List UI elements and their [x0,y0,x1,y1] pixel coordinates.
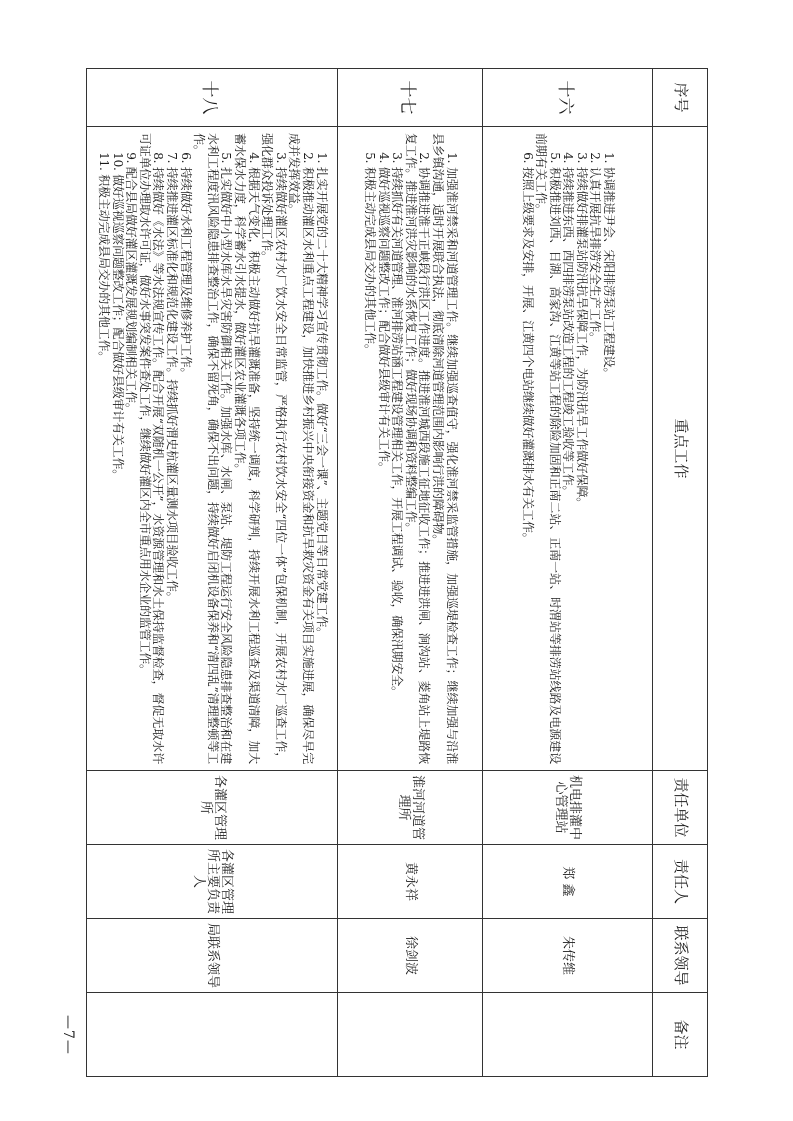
table-row [483,69,653,1077]
row-seq: 十六 [483,69,653,127]
page-number: —7— [60,1015,76,1055]
work-item: 5. 扎实做好中小型水库水旱灾害防御相关工作。加强水库、水闸、泵站、堤防工程运行安全风险隐患排查整治和在建水利工程度汛风险隐患排查整治工作，确保不留死角，确保不出问题，持续做好启闭机设备保养和“清四乱”清理整顿等工作。 [192,133,234,764]
row-unit: 淮河河道管理所 [338,771,483,845]
work-item: 5. 积极推进刘西、日湖、高家沟、江黄等站工程的除险加固和正南二站、正南一站、时渭站等排涝站线路及电源建设前期有关工作。 [534,133,562,764]
row-work [87,127,338,771]
row-leader: 局联系领导 [87,919,338,993]
work-item: 3. 持续做好排灌泵站防汛抗旱保障工作，为防汛抗旱工作做好保障。 [574,152,589,510]
table-row [338,69,483,1077]
work-item: 8. 持续做好《水法》等水法规宣传工作。配合开展“双随机一公开”，水资源管理和水土保持监督检查，督促无取水许可证单位办理取水许可证，做好水事突发案件查处工作，继续做好灌区内全市重点用水企业的监管工作。 [137,133,166,764]
table-row [87,69,338,1077]
header-note: 备注 [653,993,708,1077]
row-person: 黄永祥 [338,845,483,919]
key-work-table [86,68,708,1077]
row-unit: 机电排灌中心管理站 [483,771,653,845]
row-person: 各灌区管理所主要负责人 [87,845,338,919]
header-seq: 序号 [653,69,708,127]
row-leader: 朱传维 [483,919,653,993]
work-item: 3. 持续做好灌区农村水厂饮水安全日常监管，严格执行农村饮水安全“四位一体”包保机制，开展农村水厂巡查工作，强化群众投诉处理工作。 [260,133,288,764]
work-item: 4. 持续推进东西、西四排涝泵站改造工程的工程竣工验收等工作。 [561,152,576,498]
header-work: 重点工作 [653,127,708,771]
work-item: 5. 积极主动完成县局交办的其他工作。 [363,152,378,356]
row-unit: 各灌区管理所 [87,771,338,845]
work-item: 2. 协调推进淮干正峡段行洪区工作进度。推进淮河城西段施工征地征收工作；推进进洪闸、涧沟站、菱角站上堤路恢复工作。推进淮河洪灾影响的水系恢复工作；做好现场协调和资料整编工作。 [403,133,432,764]
work-item: 4. 做好巡视巡察问题整改工作；配合做好县级审计有关工作。 [376,152,391,474]
work-item: 6. 持续做好水利工程管理及维修养护工作。 [178,152,193,380]
work-item: 2. 认真开展抗旱排涝安全生产工作。 [588,152,603,344]
work-item: 4. 根据天气变化，积极主动做好抗旱灌溉准备，坚持统一调度，科学研判，持续开展水利工程巡查及渠道清障，加大蓄水保水力度，科学蓄水引水提水，做好灌区农业灌溉各项工作。 [232,133,261,764]
work-item: 7. 持续推进灌区标准化和规范化建设工作。持续抓好渭史杭灌区量测水项目验收工作。 [165,152,180,604]
work-item: 1. 扎实开展党的二十大精神学习宣传贯彻工作。做好“三会一课”、主题党日等日常党建工作。 [314,152,329,639]
work-item: 3. 持续抓好有关河道管理、淮河排涝站涵工程建设管理相关工作，开展工程调试、验收，确保汛期安全。 [390,152,405,698]
work-item: 10. 做好巡视巡察问题整改工作；配合做好县级审计有关工作。 [110,152,125,482]
table-header-row [653,69,708,1077]
work-item: 11. 积极主动完成县局交办的其他工作。 [97,152,112,364]
row-note [483,993,653,1077]
work-item: 1. 协调推进尹会、宋阳排涝泵站工程建设。 [602,152,617,380]
header-unit: 责任单位 [653,771,708,845]
work-item: 2. 积极推动灌区水利重点工程建设，加快推进乡村振兴中央衔接资金和抗旱救灾资金有关项目实施进展，确保尽早完成并发挥效益。 [287,133,315,764]
row-work [483,127,653,771]
row-note [87,993,338,1077]
row-person: 郑 鑫 [483,845,653,919]
work-item: 1. 加强淮河禁采和河道管理工作。继续加强巡查值守，强化淮河禁采监管措施，加强巡堤检查工作；继续加强与沿淮县乡镇沟通，适时开展联合执法，彻底清除河道管理范围内影响行洪的障碍物。 [430,133,459,764]
row-leader: 徐剑波 [338,919,483,993]
header-person: 责任人 [653,845,708,919]
row-seq: 十七 [338,69,483,127]
row-note [338,993,483,1077]
work-item: 6. 按照上级要求及安排，开展、江黄四个电站继续做好灌溉排水有关工作。 [520,152,535,545]
header-leader: 联系领导 [653,919,708,993]
row-work [338,127,483,771]
work-item: 9. 配合县局做好灌区灌溉发展规划编制相关工作。 [124,152,139,415]
row-seq: 十八 [87,69,338,127]
